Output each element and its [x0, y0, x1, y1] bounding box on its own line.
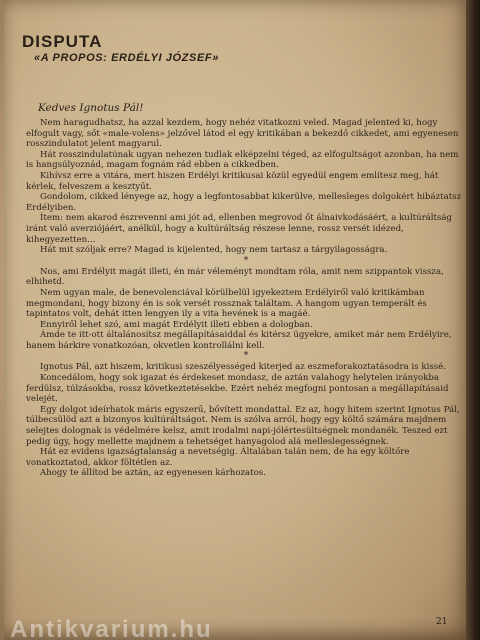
paragraph: Gondolom, cikked lényege az, hogy a legfontosabbat kikerülve, mellesleges dolgokért hibáztatsz Erdélyiben.: [26, 192, 462, 213]
paragraph: Nem haragudhatsz, ha azzal kezdem, hogy nehéz vitatkozni veled. Magad jelented ki, hogy elfogult vagy, sőt «male-volens» jelzővel látod el egy kritikában a bekezdő cikkedet, ami egyenesen rosszindulatot jelent magyarul.: [26, 118, 459, 150]
article-title: DISPUTA: [22, 32, 103, 51]
paragraph: Koncedálom, hogy sok igazat és érdekeset mondasz, de aztán valahogy helytelen irányokba ferdülsz, túlzásokba, rossz következtetésekbe. Ezért nehéz megfogni pontosan a megállapításaid velejét.: [26, 373, 449, 405]
paragraph: Ennyiről lehet szó, ami magát Erdélyit illeti ebben a dologban.: [40, 319, 313, 330]
paragraph: Ahogy te állítod be aztán, az egyenesen kárhozatos.: [40, 468, 266, 479]
paragraph: Kihívsz erre a vitára, mert hiszen Erdélyi kritikusai közül egyedül engem említesz meg, hát kérlek, felveszem a kesztyűt.: [26, 170, 439, 192]
paragraph: Egy dolgot ideírhatok máris egyszerű, bővített mondattal. Ez az, hogy hitem szerint Ignotus Pál, túlbecsülöd azt a bizonyos kultúráltságot. Nem is szólva arról, hogy egy költő számára majdnem selejtes dolognak is védelmére kelsz, amit irodalmi napi-jólértesültségnek mondanék. Teszed ezt pedig úgy, hogy mellette majdnem a tehetséget hanyagolod alá melleslegességnek.: [26, 404, 460, 447]
book-page: [4, 0, 472, 640]
book-spine: [466, 0, 480, 640]
paragraph: Ítem: nem akarod észrevenni ami jót ad, ellenben megrovod őt álnaivkodásáért, a kultúráltság iránt való averziójáért, anélkül, hogy a kultúráltság részese lenne, rossz versét idézed, kihegyezetten…: [26, 213, 453, 245]
article-subtitle: «A PROPOS: ERDÉLYI JÓZSEF»: [34, 52, 219, 64]
watermark-text: Antikvarium.hu: [10, 616, 213, 640]
paragraph: Hát mit szóljak erre? Magad is kijelented, hogy nem tartasz a tárgyilagosságra.: [40, 245, 388, 256]
section-separator: *: [243, 255, 249, 266]
section-separator: *: [243, 351, 249, 362]
paragraph: Hát rosszindulatúnak ugyan nehezen tudlak elképzelni téged, az elfogultságot azonban, ha nem is hangsúlyoznád, magam fognám rád ebben a cikkedben.: [26, 149, 459, 171]
article-body: [26, 118, 466, 479]
paragraph: Nos, ami Erdélyit magát illeti, én már véleményt mondtam róla, amit nem szippantok vissza, elhihetd.: [26, 266, 444, 288]
page-number: 21: [436, 617, 448, 627]
paragraph: Nem ugyan male, de benevolenciával körülbelül igyekeztem Erdélyiről való kritikámban megmondani, hogy bizony én is sok versét rossznak találtam. A hangom ugyan temperált és tapintatos volt, dehát itten lengyen ily a vita hevének is a magáé.: [26, 287, 427, 320]
letter-greeting: Kedves Ignotus Pál!: [38, 102, 144, 114]
paragraph: Ignotus Pál, azt hiszem, kritikusi szeszélyességed kiterjed az eszmeforakoztatásodra is kissé.: [40, 362, 446, 373]
paragraph: Hát ez evidens igazságtalanság a nevetségig. Általában talán nem, de ha egy költőre vonatkoztatod, akkor föltétlen az.: [26, 447, 410, 468]
paragraph: Ámde te itt-ott általánosítsz megállapításaiddal és kitérsz ügyekre, amiket már nem Erdélyire, hanem bárkire vonatkozóan, okvetlen kontrollálni kell.: [26, 330, 452, 351]
